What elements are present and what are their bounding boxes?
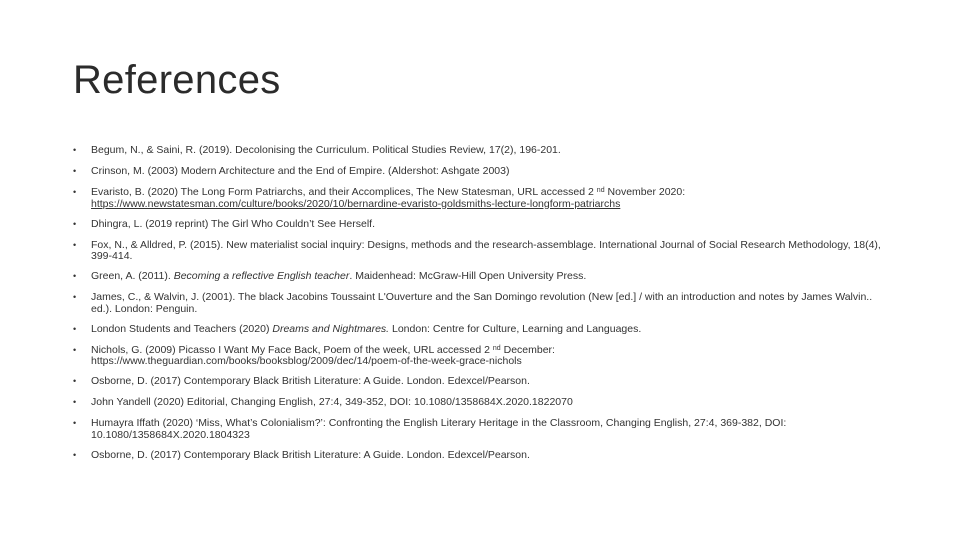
reference-item	[73, 376, 885, 388]
bullet-icon: •	[73, 418, 77, 428]
reference-item	[73, 292, 885, 315]
bullet-icon: •	[73, 166, 77, 176]
reference-item	[73, 271, 885, 283]
reference-item	[73, 219, 885, 231]
reference-item	[73, 240, 885, 263]
reference-item	[73, 324, 885, 336]
reference-book-title: Dreams and Nightmares.	[272, 322, 390, 335]
reference-text-continued: . Maidenhead: McGraw-Hill Open University Press.	[349, 270, 587, 282]
reference-text: Dhingra, L. (2019 reprint) The Girl Who Couldn’t See Herself.	[91, 217, 376, 230]
slide-title: References	[73, 58, 281, 102]
reference-list	[73, 145, 885, 471]
bullet-icon: •	[73, 376, 77, 386]
bullet-icon: •	[73, 187, 77, 197]
reference-text: Osborne, D. (2017) Contemporary Black British Literature: A Guide. London. Edexcel/Pearson.	[91, 448, 530, 461]
bullet-icon: •	[73, 292, 77, 302]
reference-text: James, C., & Walvin, J. (2001). The black Jacobins Toussaint L'Ouverture and the San Domingo revolution (New [ed.] / with an introduction and notes by James Walvin.. ed.). London: Penguin.	[91, 291, 873, 315]
reference-text: Crinson, M. (2003) Modern Architecture and the End of Empire. (Aldershot: Ashgate 2003)	[91, 165, 510, 177]
reference-link[interactable]: https://www.newstatesman.com/culture/books/2020/10/bernardine-evaristo-goldsmiths-lecture-longform-patriarchs	[91, 197, 621, 210]
bullet-icon: •	[73, 323, 77, 334]
reference-book-title: Becoming a reflective English teacher	[173, 270, 350, 282]
reference-item	[73, 418, 885, 441]
reference-text: Fox, N., & Alldred, P. (2015). New materialist social inquiry: Designs, methods and the research-assemblage. International Journal of Social Research Methodology, 18(4), 399-414.	[91, 238, 881, 262]
bullet-icon: •	[73, 145, 77, 155]
bullet-icon: •	[73, 271, 77, 281]
reference-text: John Yandell (2020) Editorial, Changing English, 27:4, 349-352, DOI: 10.1080/1358684X.2020.1822070	[91, 396, 573, 408]
reference-item	[73, 166, 885, 178]
reference-item	[73, 345, 885, 368]
bullet-icon: •	[73, 449, 77, 460]
reference-text: Green, A. (2011).	[91, 270, 174, 282]
reference-text: Evaristo, B. (2020) The Long Form Patriarchs, and their Accomplices, The New Statesman, URL accessed 2	[91, 186, 594, 198]
reference-text: Osborne, D. (2017) Contemporary Black British Literature: A Guide. London. Edexcel/Pearson.	[91, 375, 530, 387]
reference-text: Humayra Iffath (2020) ‘Miss, What’s Colonialism?’: Confronting the English Literary Heritage in the Classroom, Changing English, 27:4, 369-382, DOI: 10.1080/1358684X.2020.1804323	[91, 417, 787, 441]
bullet-icon: •	[73, 344, 77, 355]
reference-item	[73, 145, 885, 157]
bullet-icon: •	[73, 239, 77, 250]
reference-item	[73, 187, 885, 210]
ordinal-suffix: nd	[596, 187, 605, 194]
reference-text: London Students and Teachers (2020)	[91, 322, 273, 335]
reference-text-continued: London: Centre for Culture, Learning and Languages.	[389, 322, 642, 335]
reference-text: Begum, N., & Saini, R. (2019). Decolonising the Curriculum. Political Studies Review, 17(2), 196-201.	[91, 144, 561, 156]
bullet-icon: •	[73, 218, 77, 229]
reference-text-continued: November 2020:	[607, 186, 686, 198]
reference-text-continued: December:	[503, 343, 555, 356]
reference-item	[73, 397, 885, 409]
bullet-icon: •	[73, 397, 77, 407]
reference-item	[73, 450, 885, 462]
ordinal-suffix: nd	[492, 344, 501, 352]
reference-text: Nichols, G. (2009) Picasso I Want My Face Back, Poem of the week, URL accessed 2	[91, 343, 490, 356]
reference-url: https://www.theguardian.com/books/booksblog/2009/dec/14/poem-of-the-week-grace-nichols	[91, 355, 522, 367]
